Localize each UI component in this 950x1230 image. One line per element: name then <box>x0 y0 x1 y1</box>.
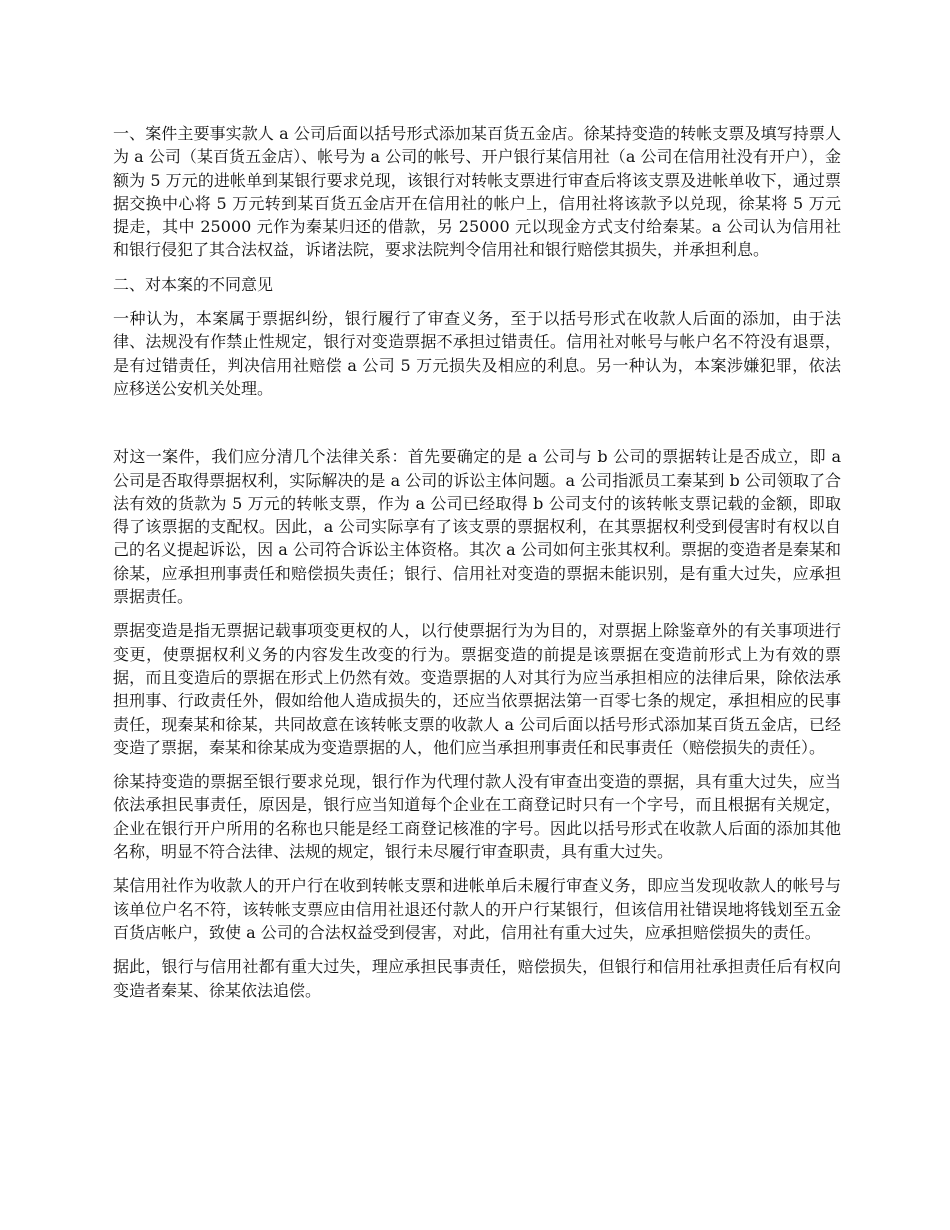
paragraph-credit-union-liability: 某信用社作为收款人的开户行在收到转帐支票和进帐单后未履行审查义务，即应当发现收款人的帐号与该单位户名不符，该转帐支票应由信用社退还付款人的开户行某银行，但该信用社错误地将钱划至五金百货店帐户，致使 a 公司的合法权益受到侵害，对此，信用社有重大过失，应承担赔偿损失的责任。 <box>113 876 841 942</box>
paragraph-alteration-definition: 票据变造是指无票据记载事项变更权的人，以行使票据行为为目的，对票据上除鉴章外的有关事项进行变更，使票据权利义务的内容发生改变的行为。票据变造的前提是该票据在变造前形式上为有效的票据，而且变造后的票据在形式上仍然有效。变造票据的人对其行为应当承担相应的法律后果，除依法承担刑事、行政责任外，假如给他人造成损失的，还应当依票据法第一百零七条的规定，承担相应的民事责任，现秦某和徐某，共同故意在该转帐支票的收款人 a 公司后面以括号形式添加某百货五金店，已经变造了票据，秦某和徐某成为变造票据的人，他们应当承担刑事责任和民事责任（赔偿损失的责任）。 <box>113 621 841 757</box>
document-body <box>113 122 841 1013</box>
section-heading-opinions: 二、对本案的不同意见 <box>113 274 274 294</box>
paragraph-bank-liability: 徐某持变造的票据至银行要求兑现，银行作为代理付款人没有审查出变造的票据，具有重大过失，应当依法承担民事责任，原因是，银行应当知道每个企业在工商登记时只有一个字号，而且根据有关规定，企业在银行开户所用的名称也只能是经工商登记核准的字号。因此以括号形式在收款人后面的添加其他名称，明显不符合法律、法规的规定，银行未尽履行审查职责，具有重大过失。 <box>113 772 841 862</box>
paragraph-legal-relations: 对这一案件，我们应分清几个法律关系：首先要确定的是 a 公司与 b 公司的票据转让是否成立，即 a 公司是否取得票据权利，实际解决的是 a 公司的诉讼主体问题。a 公司指派员工秦某到 b 公司领取了合法有效的货款为 5 万元的转帐支票，作为 a 公司已经取得 b 公司支付的该转帐支票记载的金额，即取得了该票据的支配权。因此，a 公司实际享有了该支票的票据权利，在其票据权利受到侵害时有权以自己的名义提起诉讼，因 a 公司符合诉讼主体资格。其次 a 公司如何主张其权利。票据的变造者是秦某和徐某，应承担刑事责任和赔偿损失责任；银行、信用社对变造的票据未能识别，是有重大过失，应承担票据责任。 <box>113 447 841 607</box>
blank-spacer <box>113 411 841 445</box>
paragraph-conclusion: 据此，银行与信用社都有重大过失，理应承担民事责任，赔偿损失，但银行和信用社承担责任后有权向变造者秦某、徐某依法追偿。 <box>113 957 841 1000</box>
paragraph-case-facts: 一、案件主要事实款人 a 公司后面以括号形式添加某百货五金店。徐某持变造的转帐支票及填写持票人为 a 公司（某百货五金店）、帐号为 a 公司的帐号、开户银行某信用社（a 公司在信用社没有开户），金额为 5 万元的进帐单到某银行要求兑现，该银行对转帐支票进行审查后将该支票及进帐单收下，通过票据交换中心将 5 万元转到某百货五金店开在信用社的帐户上，信用社将该款予以兑现，徐某将 5 万元提走，其中 25000 元作为秦某归还的借款，另 25000 元以现金方式支付给秦某。a 公司认为信用社和银行侵犯了其合法权益，诉诸法院，要求法院判令信用社和银行赔偿其损失，并承担利息。 <box>113 124 841 260</box>
paragraph-opinions: 一种认为，本案属于票据纠纷，银行履行了审查义务，至于以括号形式在收款人后面的添加，由于法律、法规没有作禁止性规定，银行对变造票据不承担过错责任。信用社对帐号与帐户名不符没有退票，是有过错责任，判决信用社赔偿 a 公司 5 万元损失及相应的利息。另一种认为，本案涉嫌犯罪，依法应移送公安机关处理。 <box>113 309 841 398</box>
